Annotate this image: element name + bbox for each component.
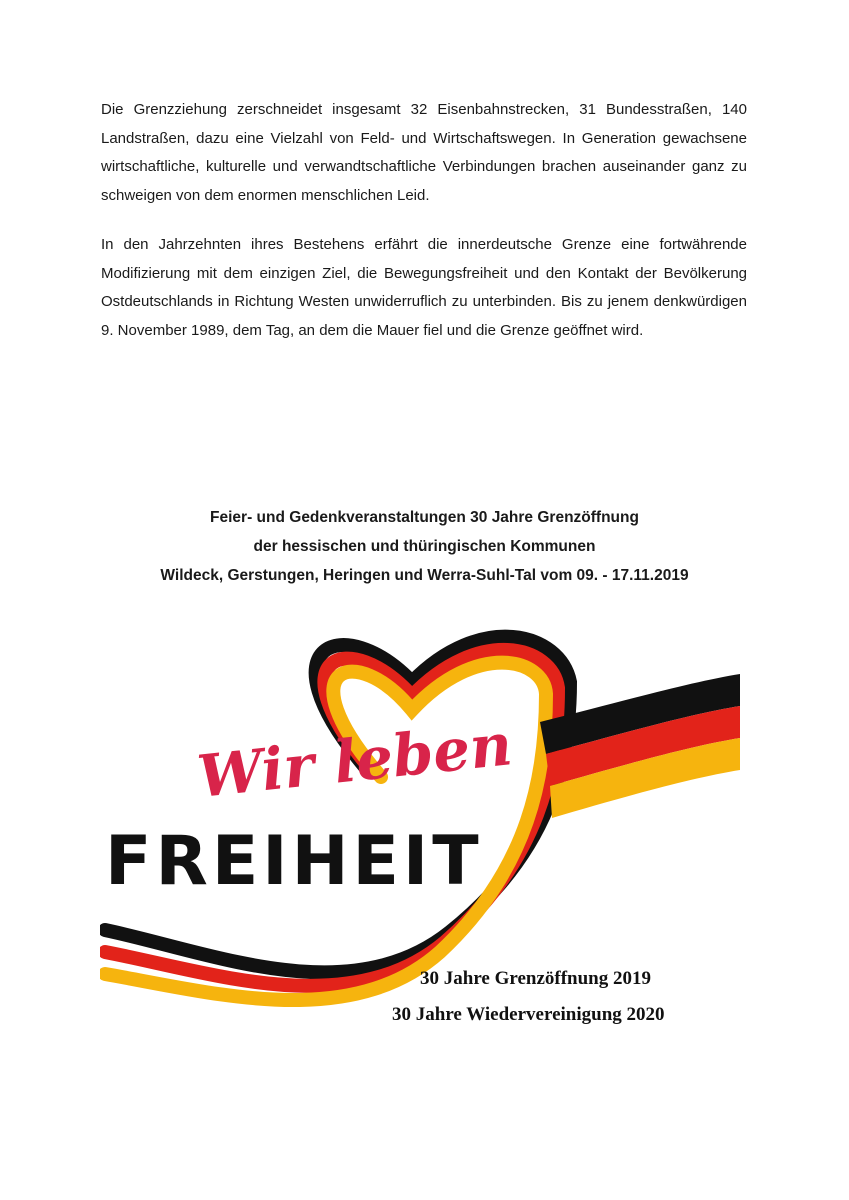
event-heading-line-3: Wildeck, Gerstungen, Heringen und Werra-Suhl-Tal vom 09. - 17.11.2019 — [160, 567, 689, 584]
poster-caption-line-2: 30 Jahre Wiedervereinigung 2020 — [392, 1004, 665, 1025]
event-heading-line-1: Feier- und Gedenkveranstaltungen 30 Jahre Grenzöffnung — [210, 509, 639, 526]
paragraph-border-history: In den Jahrzehnten ihres Bestehens erfährt die innerdeutsche Grenze eine fortwährende Modifizierung mit dem einzigen Ziel, die Bewegungsfreiheit und den Kontakt der Bevölkerung Ostdeutschlands in Richtung Westen unwiderruflich zu unterbinden. Bis zu jenem denkwürdigen 9. November 1989, dem Tag, an dem die Mauer fiel und die Grenze geöffnet wird. — [101, 236, 747, 339]
event-heading-line-2: der hessischen und thüringischen Kommunen — [253, 538, 596, 555]
poster-headline: FREIHEIT — [105, 822, 483, 901]
poster-graphic — [100, 612, 750, 1052]
paragraph-border-facts: Die Grenzziehung zerschneidet insgesamt 32 Eisenbahnstrecken, 31 Bundesstraßen, 140 Landstraßen, dazu eine Vielzahl von Feld- und Wirtschaftswegen. In Generation gewachsene wirtschaftliche, kulturelle und verwandtschaftliche Verbindungen brachen auseinander ganz zu schweigen von dem enormen menschlichen Leid. — [101, 101, 747, 204]
event-heading — [0, 503, 849, 590]
freiheit-poster — [100, 612, 750, 1052]
heart-ribbon — [105, 637, 570, 1000]
poster-script-text: Wir leben — [194, 710, 516, 811]
poster-caption-line-1: 30 Jahre Grenzöffnung 2019 — [420, 968, 651, 989]
